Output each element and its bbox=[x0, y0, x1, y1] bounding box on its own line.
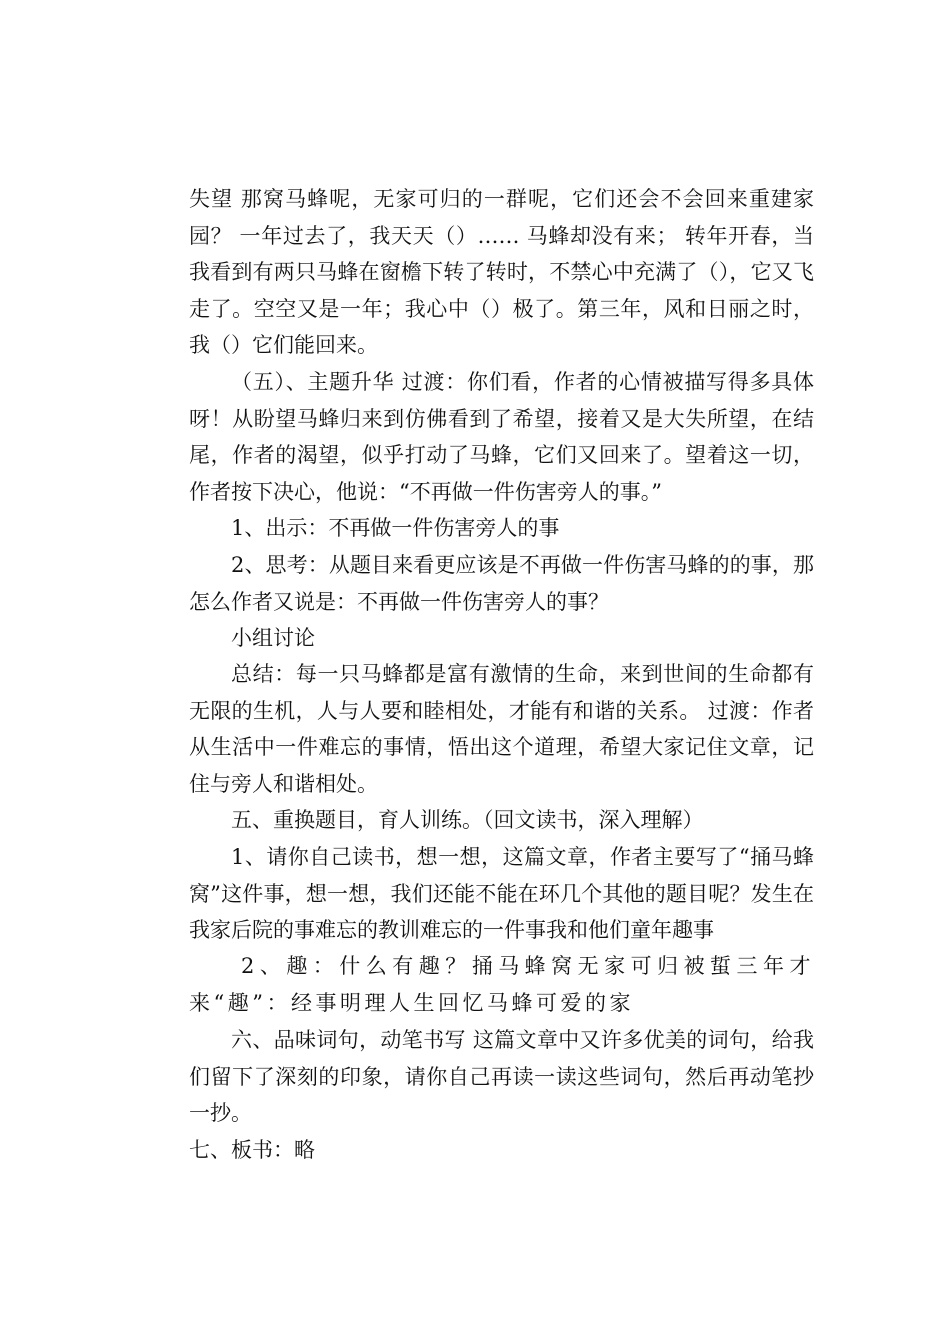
heading-section-six: 六、品味词句，动笔书写 这篇文章中又许多优美的词句，给我们留下了深刻的印象，请你自己再读一读这些词句，然后再动笔抄一抄。 bbox=[189, 1028, 814, 1125]
paragraph-display-quote: 1、出示：不再做一件伤害旁人的事 bbox=[231, 516, 560, 540]
paragraph-retitle-exercise: 1、请你自己读书，想一想，这篇文章，作者主要写了“捅马蜂窝”这件事，想一想，我们还能不能在环几个其他的题目呢？发生在我家后院的事难忘的教训难忘的一件事我和他们童年趣事 bbox=[189, 845, 814, 942]
paragraph-wasp-hope: 失望 那窝马蜂呢，无家可归的一群呢，它们还会不会回来重建家园？ 一年过去了，我天天（）…… 马蜂却没有来； 转年开春，当我看到有两只马蜂在窗檐下转了转时，不禁心中充满了（），它又飞走了。空空又是一年；我心中（）极了。第三年，风和日丽之时，我（）它们能回来。 bbox=[189, 187, 814, 357]
paragraph-group-discussion: 小组讨论 bbox=[231, 626, 315, 650]
heading-section-five: 五、重换题目，育人训练。（回文读书，深入理解） bbox=[231, 808, 704, 832]
paragraph-summary: 总结：每一只马蜂都是富有激情的生命，来到世间的生命都有无限的生机，人与人要和睦相处，才能有和谐的关系。 过渡：作者从生活中一件难忘的事情，悟出这个道理，希望大家记住文章，记住与旁人和谐相处。 bbox=[189, 662, 814, 796]
paragraph-fun-question: 2、趣：什么有趣？捅马蜂窝无家可归被蜇三年才来“趣”：经事明理人生回忆马蜂可爱的家 bbox=[189, 954, 814, 1015]
paragraph-thinking-question: 2、思考：从题目来看更应该是不再做一件伤害马蜂的的事，那怎么作者又说是：不再做一件伤害旁人的事？ bbox=[189, 553, 814, 614]
paragraph-theme-elevation: （五）、主题升华 过渡：你们看，作者的心情被描写得多具体呀！从盼望马蜂归来到仿佛看到了希望，接着又是大失所望，在结尾，作者的渴望，似乎打动了马蜂，它们又回来了。望着这一切，作者按下决心，他说：“不再做一件伤害旁人的事。” bbox=[189, 370, 814, 504]
heading-section-seven: 七、板书：略 bbox=[189, 1138, 315, 1162]
